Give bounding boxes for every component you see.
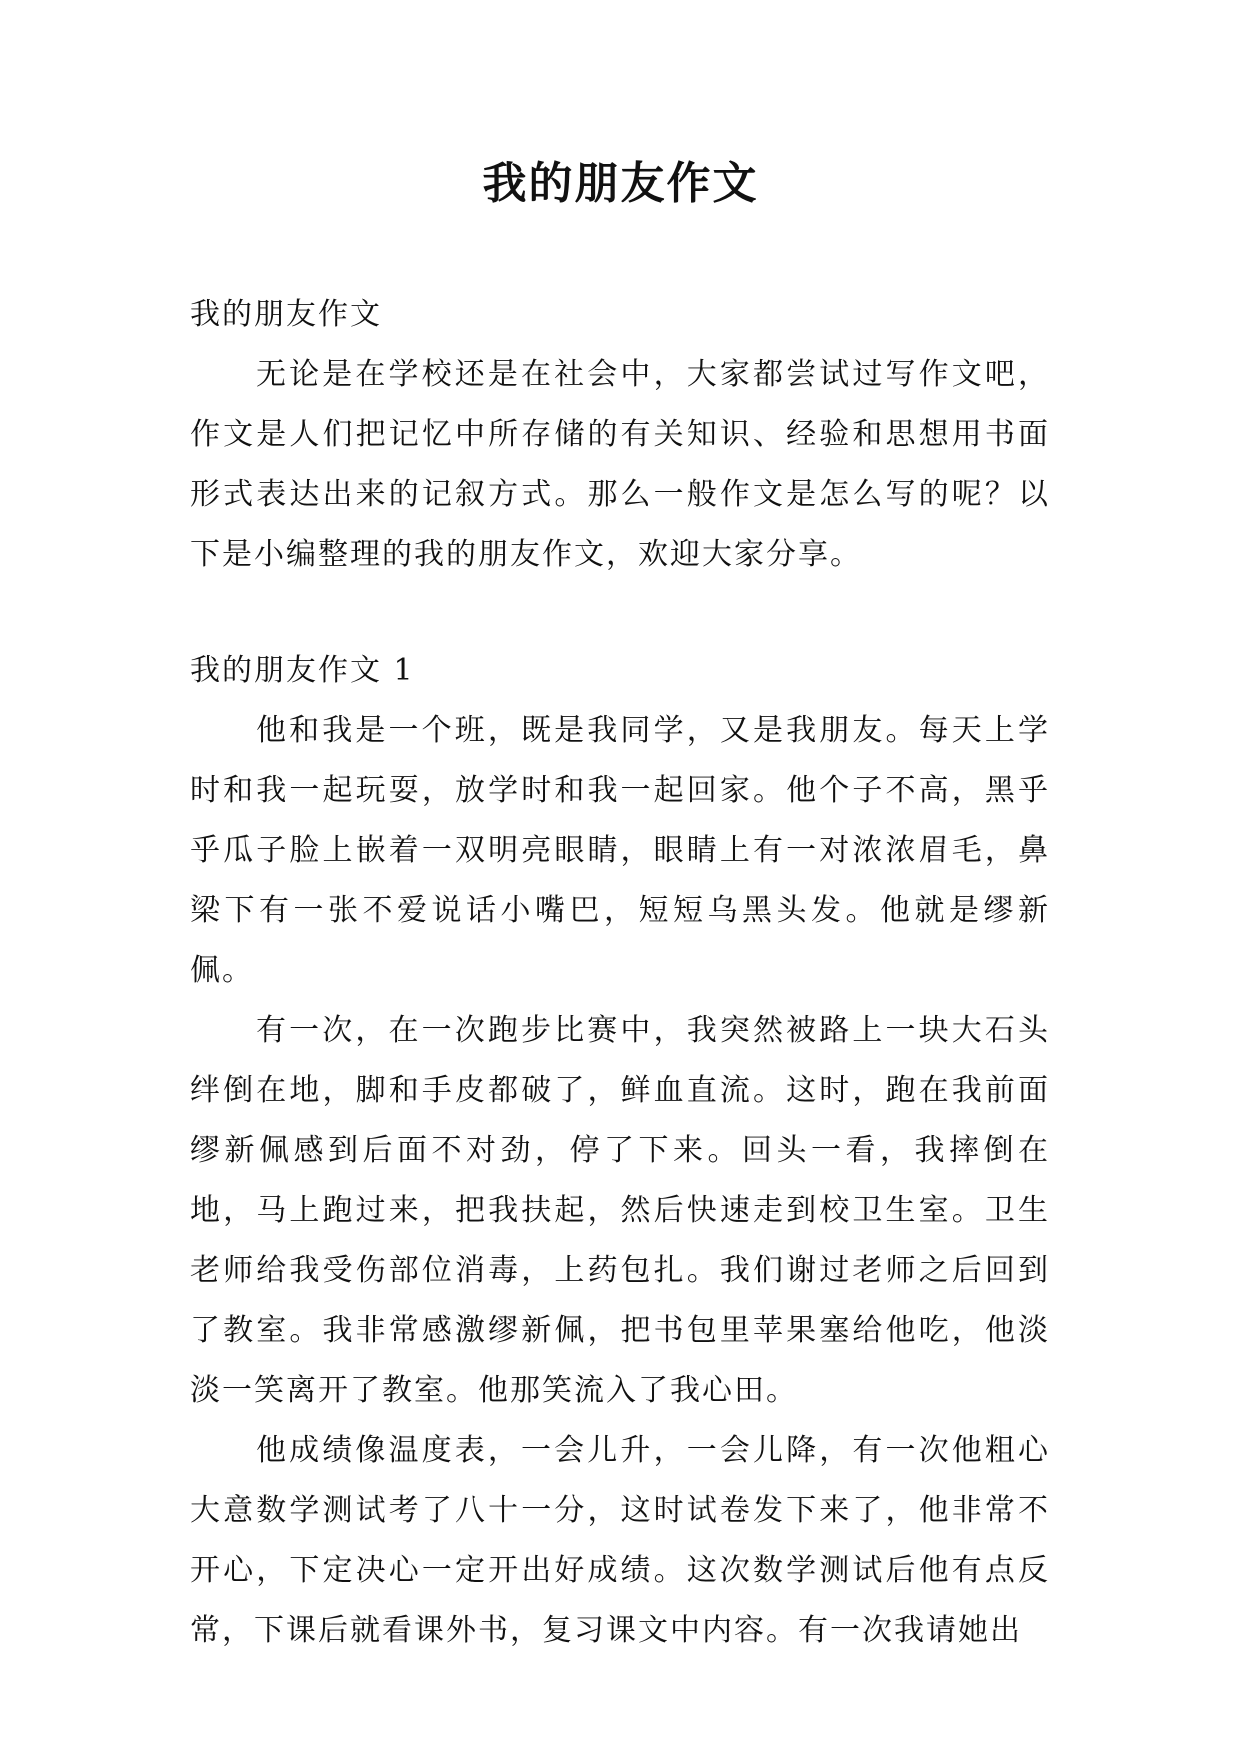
intro-label: 我的朋友作文 [190,297,382,332]
body-paragraph: 他和我是一个班，既是我同学，又是我朋友。每天上学时和我一起玩耍，放学时和我一起回家。他个子不高，黑乎乎瓜子脸上嵌着一双明亮眼睛，眼睛上有一对浓浓眉毛，鼻梁下有一张不爱说话小嘴巴，短短乌黑头发。他就是缪新佩。 [190,713,1050,988]
document-title: 我的朋友作文 [482,158,759,209]
intro-paragraph: 无论是在学校还是在社会中，大家都尝试过写作文吧，作文是人们把记忆中所存储的有关知识、经验和思想用书面形式表达出来的记叙方式。那么一般作文是怎么写的呢？以下是小编整理的我的朋友作文，欢迎大家分享。 [190,357,1050,572]
section-gap [190,585,1050,641]
section-label: 我的朋友作文 1 [190,653,415,688]
document-body [190,285,1050,1661]
body-paragraph: 他成绩像温度表，一会儿升，一会儿降，有一次他粗心大意数学测试考了八十一分，这时试卷发下来了，他非常不开心，下定决心一定开出好成绩。这次数学测试后他有点反常，下课后就看课外书，复习课文中内容。有一次我请她出 [190,1433,1050,1648]
body-paragraph: 有一次，在一次跑步比赛中，我突然被路上一块大石头绊倒在地，脚和手皮都破了，鲜血直流。这时，跑在我前面缪新佩感到后面不对劲，停了下来。回头一看，我摔倒在地，马上跑过来，把我扶起，然后快速走到校卫生室。卫生老师给我受伤部位消毒，上药包扎。我们谢过老师之后回到了教室。我非常感激缪新佩，把书包里苹果塞给他吃，他淡淡一笑离开了教室。他那笑流入了我心田。 [190,1013,1050,1408]
